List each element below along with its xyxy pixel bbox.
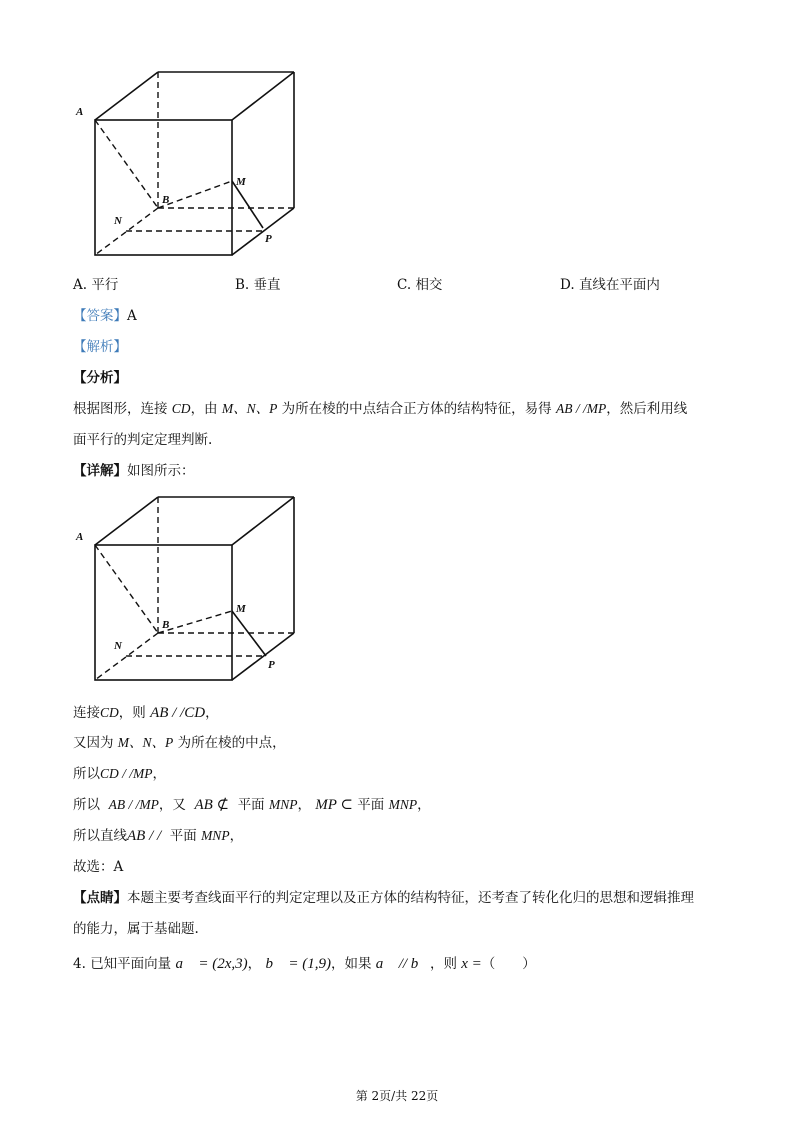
question-number: 4.	[73, 956, 86, 972]
question-4: 4. 已知平面向量 a⃗ = (2x,3)， b⃗ = (1,9)，如果 a⃗ // b⃗，则 x =（ ）	[73, 956, 536, 972]
label-P-2: P	[268, 659, 275, 671]
fenxi-line-2: 面平行的判定定理判断.	[73, 432, 213, 448]
dianjing-line-1: 【点睛】本题主要考查线面平行的判定定理以及正方体的结构特征，还考查了转化化归的思想和逻辑推理	[73, 890, 694, 906]
answer-value: A	[127, 308, 137, 324]
page-footer: 第 2页/共 22页	[355, 1089, 439, 1103]
option-a: A. 平行	[73, 277, 119, 293]
fenxi-line-1: 根据图形，连接 CD，由 M、N、P 为所在棱的中点结合正方体的结构特征，易得 AB / /MP，然后利用线	[73, 401, 688, 417]
cube-solid-edges	[95, 72, 294, 255]
answer-line	[73, 306, 137, 326]
label-B-2: B	[162, 619, 170, 631]
analysis-tag: 【解析】	[73, 339, 127, 355]
detail-tag: 【详解】	[73, 463, 127, 479]
label-M-1: M	[236, 176, 246, 188]
step-6: 故选：A	[73, 859, 124, 875]
label-N-2: N	[114, 640, 122, 652]
label-M-2: M	[236, 603, 246, 615]
cube-hidden-edges	[95, 72, 294, 255]
label-B-1: B	[162, 194, 170, 206]
step-2: 又因为 M、N、P 为所在棱的中点，	[73, 735, 286, 751]
label-A-1: A	[76, 106, 84, 118]
detail-line: 【详解】如图所示：	[73, 463, 195, 479]
label-N-1: N	[114, 215, 122, 227]
cube-solid-edges-2	[95, 497, 294, 680]
step-4: 所以 AB / /MP，又 AB ⊄ 平面 MNP， MP ⊂ 平面 MNP，	[73, 797, 431, 813]
cube-figure-1	[70, 65, 310, 265]
dianjing-tag: 【点睛】	[73, 890, 127, 906]
label-P-1: P	[265, 233, 272, 245]
answer-tag: 【答案】	[73, 308, 127, 324]
option-d: D. 直线在平面内	[560, 277, 660, 293]
option-c: C. 相交	[397, 277, 443, 293]
step-3: 所以CD / /MP，	[73, 766, 166, 782]
step-1: 连接CD，则 AB / /CD，	[73, 705, 219, 721]
cube-figure-2	[70, 490, 310, 690]
dianjing-line-2: 的能力，属于基础题.	[73, 921, 199, 937]
option-b: B. 垂直	[235, 277, 281, 293]
fenxi-tag: 【分析】	[73, 370, 127, 386]
label-A-2: A	[76, 531, 84, 543]
step-5: 所以直线AB / / 平面 MNP，	[73, 828, 244, 844]
